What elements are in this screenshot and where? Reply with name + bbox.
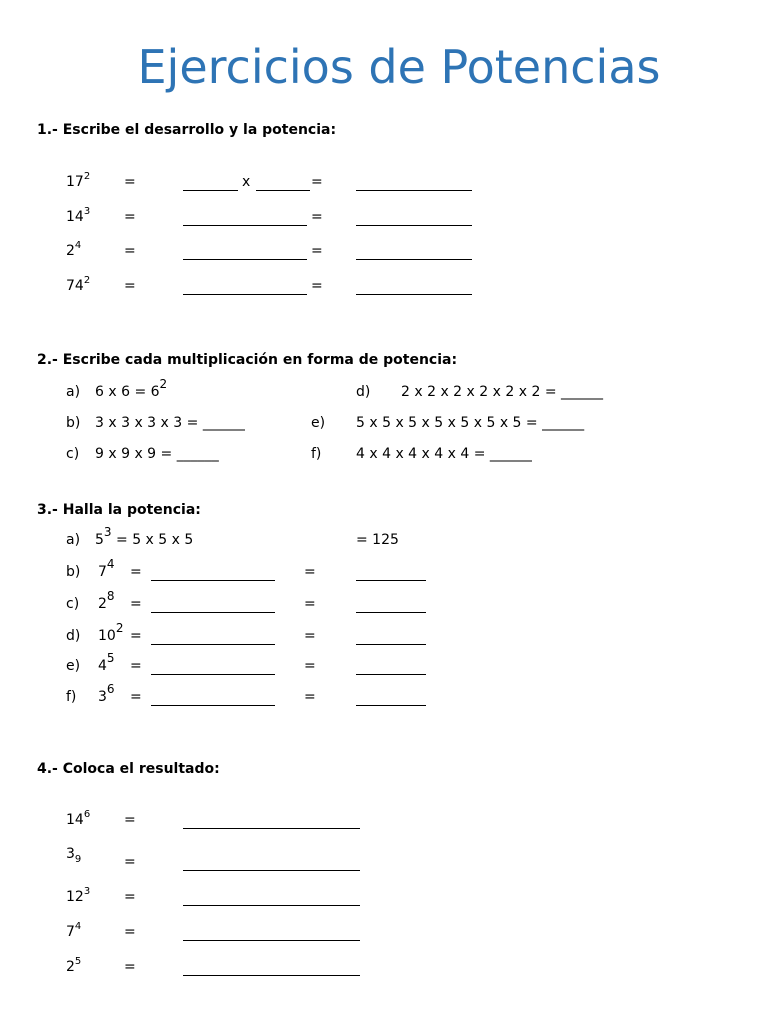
example-result: = 125	[356, 532, 399, 548]
item-letter: b)	[66, 564, 81, 580]
equals-sign: =	[124, 243, 136, 259]
power-expression: $2^4$	[66, 240, 82, 259]
equals-sign: =	[311, 174, 323, 190]
equals-sign: =	[304, 564, 316, 580]
item-letter: c)	[66, 596, 80, 612]
power-expression: $12^3$	[66, 886, 91, 905]
answer-blank[interactable]	[183, 828, 360, 829]
answer-blank[interactable]	[356, 644, 426, 645]
exercise-3-heading: 3.- Halla la potencia:	[37, 502, 201, 518]
equals-sign: =	[130, 658, 142, 674]
equals-sign: =	[124, 854, 136, 870]
power-expression: $3^6$	[98, 682, 115, 705]
item-letter: f)	[311, 446, 322, 462]
example-expression: $5^3 = 5$ x 5 x 5	[95, 525, 194, 548]
equals-sign: =	[304, 658, 316, 674]
answer-blank[interactable]	[183, 975, 360, 976]
answer-blank[interactable]	[183, 190, 238, 191]
multiplication-item: 5 x 5 x 5 x 5 x 5 x 5 x 5 = ______	[356, 415, 585, 431]
power-expression: $74^2$	[66, 275, 91, 294]
answer-blank[interactable]	[151, 612, 275, 613]
power-expression: $14^6$	[66, 809, 91, 828]
equals-sign: =	[124, 889, 136, 905]
power-expression: $2^5$	[66, 956, 82, 975]
answer-blank[interactable]	[356, 294, 472, 295]
equals-sign: =	[124, 209, 136, 225]
power-expression: $7^4$	[98, 557, 115, 580]
item-letter: a)	[66, 384, 81, 400]
equals-sign: =	[311, 209, 323, 225]
power-expression: $17^2$	[66, 171, 91, 190]
item-letter: d)	[356, 384, 371, 400]
equals-sign: =	[130, 596, 142, 612]
answer-blank[interactable]	[183, 259, 307, 260]
answer-blank[interactable]	[356, 612, 426, 613]
equals-sign: =	[311, 243, 323, 259]
answer-blank[interactable]	[256, 190, 310, 191]
exercise-4-heading: 4.- Coloca el resultado:	[37, 761, 220, 777]
answer-blank[interactable]	[356, 674, 426, 675]
power-expression: $10^2$	[98, 621, 124, 644]
page-title: Ejercicios de Potencias	[137, 40, 661, 94]
answer-blank[interactable]	[356, 705, 426, 706]
item-letter: b)	[66, 415, 81, 431]
item-letter: f)	[66, 689, 77, 705]
equals-sign: =	[124, 959, 136, 975]
equals-sign: =	[124, 924, 136, 940]
equals-sign: =	[304, 596, 316, 612]
equals-sign: =	[311, 278, 323, 294]
exercise-2-heading: 2.- Escribe cada multiplicación en forma de potencia:	[37, 352, 458, 368]
item-letter: e)	[66, 658, 81, 674]
answer-blank[interactable]	[151, 674, 275, 675]
multiplication-item: 6 x $6 = 6^2$	[95, 377, 168, 400]
exercise-1-heading: 1.- Escribe el desarrollo y la potencia:	[37, 122, 337, 138]
answer-blank[interactable]	[183, 870, 360, 871]
equals-sign: =	[304, 689, 316, 705]
equals-sign: =	[124, 278, 136, 294]
multiplication-item: 9 x 9 x 9 = ______	[95, 446, 219, 462]
answer-blank[interactable]	[183, 294, 307, 295]
answer-blank[interactable]	[151, 644, 275, 645]
answer-blank[interactable]	[151, 705, 275, 706]
power-expression: $4^5$	[98, 651, 115, 674]
power-expression: $7^4$	[66, 921, 82, 940]
equals-sign: =	[124, 174, 136, 190]
equals-sign: =	[124, 812, 136, 828]
power-expression: $14^3$	[66, 206, 91, 225]
item-letter: c)	[66, 446, 80, 462]
equals-sign: =	[304, 628, 316, 644]
multiplication-item: 2 x 2 x 2 x 2 x 2 x 2 = ______	[401, 384, 604, 400]
equals-sign: =	[130, 564, 142, 580]
answer-blank[interactable]	[151, 580, 275, 581]
answer-blank[interactable]	[183, 905, 360, 906]
equals-sign: =	[130, 689, 142, 705]
power-expression: $3_9$	[66, 846, 82, 865]
power-expression: $2^8$	[98, 589, 115, 612]
times-sign: x	[242, 174, 251, 190]
answer-blank[interactable]	[183, 940, 360, 941]
equals-sign: =	[130, 628, 142, 644]
multiplication-item: 4 x 4 x 4 x 4 x 4 = ______	[356, 446, 532, 462]
answer-blank[interactable]	[356, 225, 472, 226]
answer-blank[interactable]	[356, 580, 426, 581]
item-letter: a)	[66, 532, 81, 548]
multiplication-item: 3 x 3 x 3 x 3 = ______	[95, 415, 245, 431]
answer-blank[interactable]	[356, 190, 472, 191]
answer-blank[interactable]	[183, 225, 307, 226]
answer-blank[interactable]	[356, 259, 472, 260]
item-letter: e)	[311, 415, 326, 431]
item-letter: d)	[66, 628, 81, 644]
